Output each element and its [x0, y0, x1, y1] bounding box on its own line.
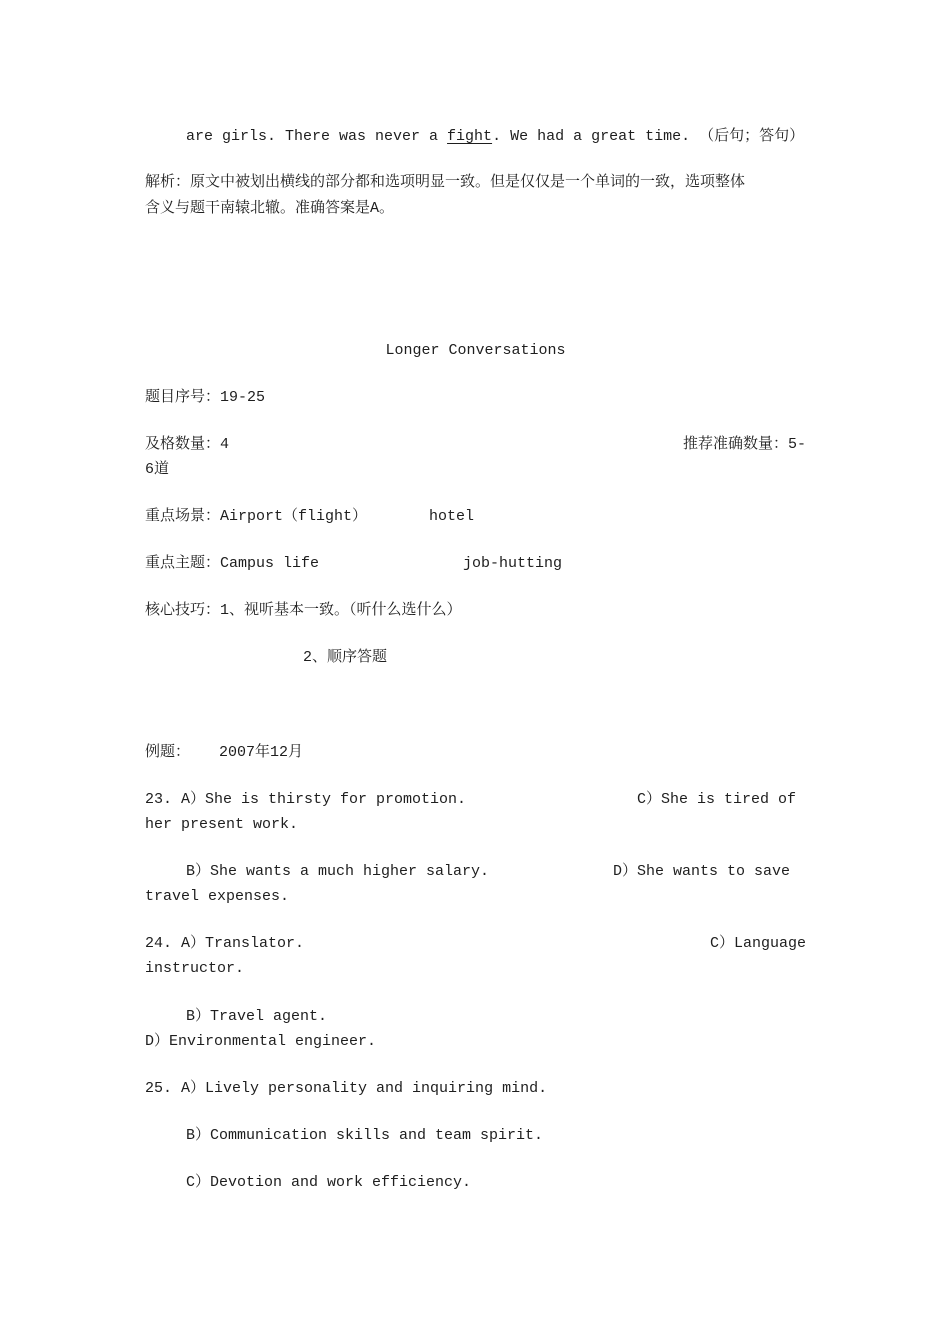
section-title: Longer Conversations: [385, 342, 566, 359]
q25-number: 25.: [145, 1080, 173, 1097]
q24-line-a: [145, 934, 304, 954]
dialogue-text-after: . We had a great time. （后句；答句）: [492, 128, 805, 145]
q25-line-a: [145, 1079, 547, 1099]
analysis-line-1: 解析：原文中被划出横线的部分都和选项明显一致。但是仅仅是一个单词的一致，选项整体: [145, 174, 746, 191]
underlined-word: fight: [447, 128, 493, 145]
q23-option-c: C）She is tired of: [637, 791, 797, 808]
q24-number: 24.: [145, 935, 173, 952]
q24-option-d: D）Environmental engineer.: [145, 1033, 377, 1050]
core-skill-1: 核心技巧：1、视听基本一致。（听什么选什么）: [145, 602, 462, 619]
dialogue-line: [186, 127, 804, 147]
q23-number: 23.: [145, 791, 173, 808]
example-date: 2007年12月: [219, 744, 304, 761]
key-topics-job: job-hutting: [463, 555, 563, 572]
q23-option-b: B）She wants a much higher salary.: [186, 863, 490, 880]
core-skill-2: 2、顺序答题: [303, 649, 388, 666]
q24-option-b: B）Travel agent.: [186, 1008, 328, 1025]
q23-line-a: [145, 790, 466, 810]
key-scenes: 重点场景：Airport（flight）: [145, 508, 368, 525]
q24-option-c-continued: instructor.: [145, 960, 245, 977]
analysis-line-2: 含义与题干南辕北辙。准确答案是A。: [145, 200, 395, 217]
key-topics: 重点主题：Campus life: [145, 555, 320, 572]
dialogue-text-before: are girls. There was never a: [186, 128, 448, 145]
q24-option-c: C）Language: [709, 935, 806, 952]
recommended-count: 推荐准确数量：5-: [682, 436, 806, 453]
example-label: 例题：: [145, 744, 191, 761]
q23-option-c-continued: her present work.: [145, 816, 299, 833]
q25-option-c: C）Devotion and work efficiency.: [186, 1174, 472, 1191]
q23-option-a: A）She is thirsty for promotion.: [181, 791, 467, 808]
q23-option-d-continued: travel expenses.: [145, 888, 290, 905]
key-scenes-hotel: hotel: [429, 508, 475, 525]
q24-option-a: A）Translator.: [181, 935, 305, 952]
question-range: 题目序号：19-25: [145, 389, 266, 406]
q25-option-a: A）Lively personality and inquiring mind.: [181, 1080, 548, 1097]
q23-option-d: D）She wants to save: [613, 863, 791, 880]
recommended-count-continued: 6道: [145, 461, 170, 478]
q25-option-b: B）Communication skills and team spirit.: [186, 1127, 544, 1144]
pass-count: 及格数量：4: [145, 436, 230, 453]
